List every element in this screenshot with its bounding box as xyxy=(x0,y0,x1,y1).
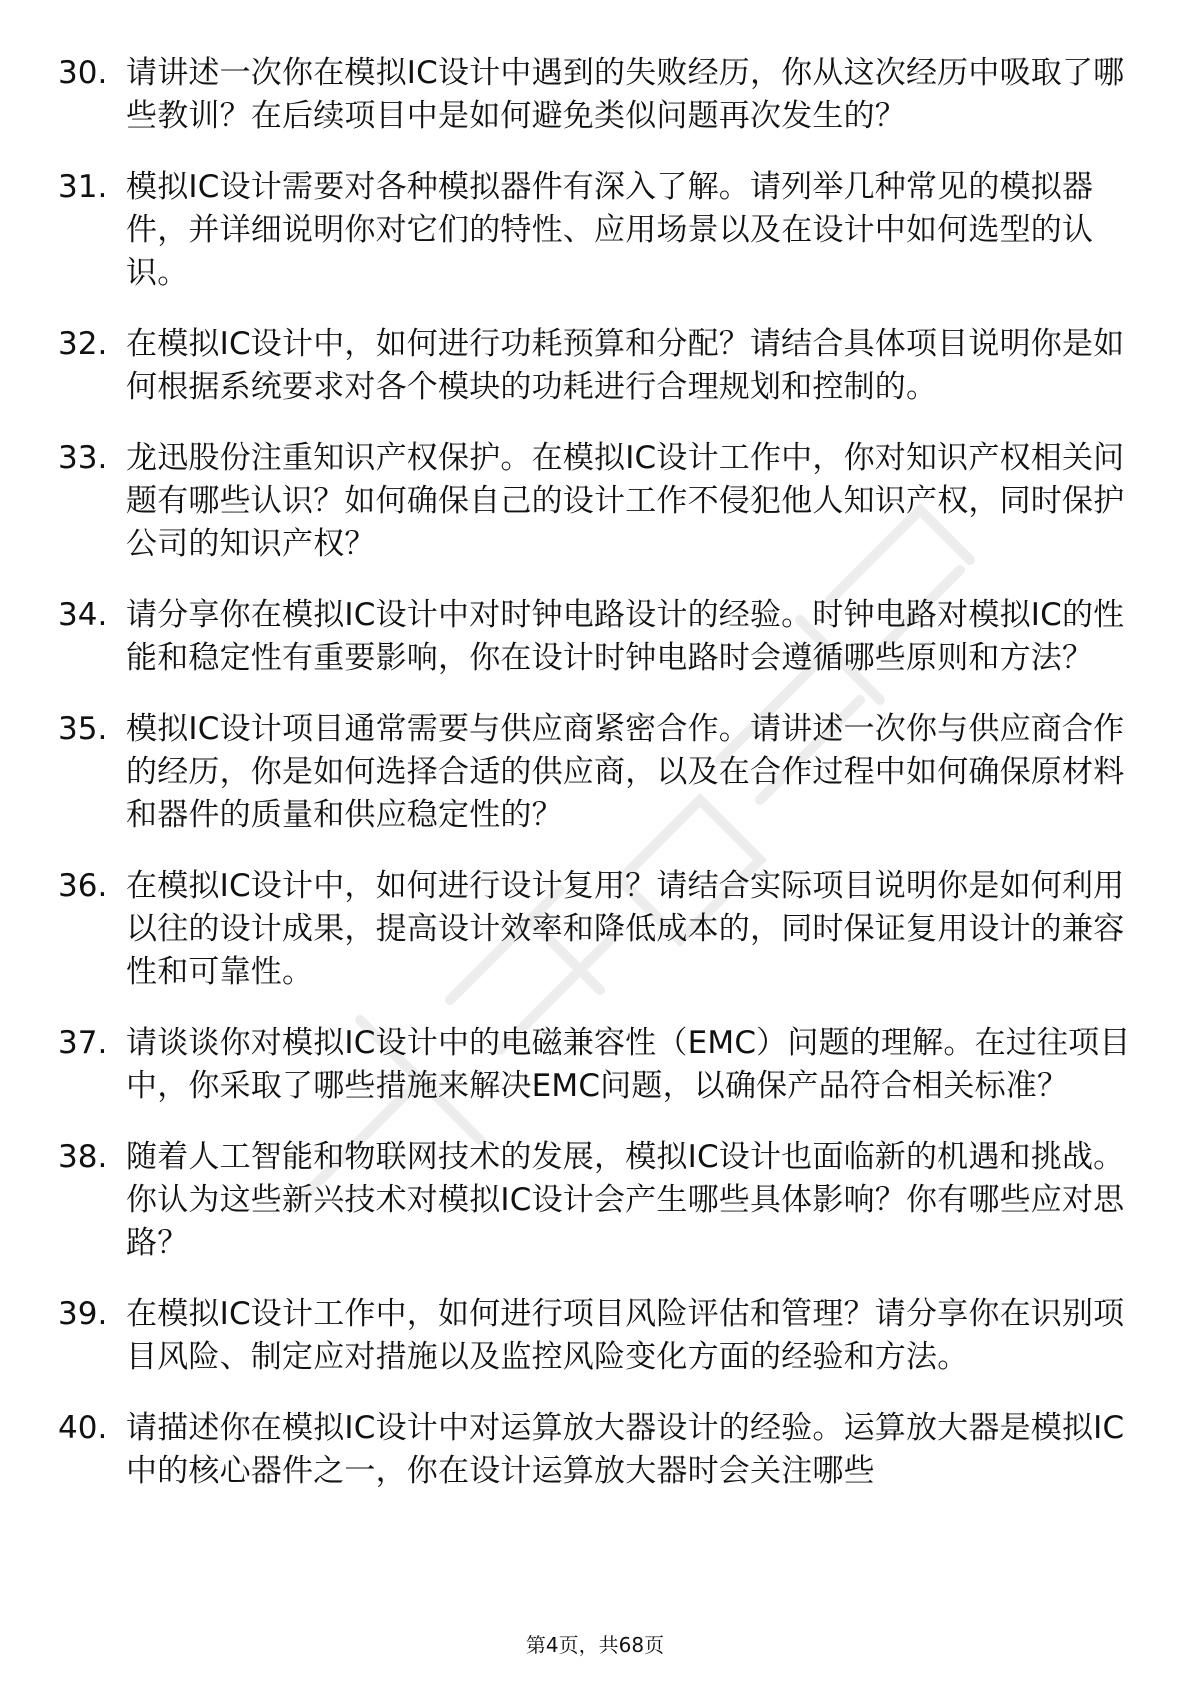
question-item xyxy=(58,52,1133,138)
question-text: 请分享你在模拟IC设计中对时钟电路设计的经验。时钟电路对模拟IC的性能和稳定性有重要影响，你在设计时钟电路时会遵循哪些原则和方法？ xyxy=(126,597,1125,676)
question-number: 32. xyxy=(58,326,108,362)
question-number: 35. xyxy=(58,711,108,747)
question-number: 31. xyxy=(58,169,108,205)
question-item xyxy=(58,708,1133,837)
question-number: 37. xyxy=(58,1025,108,1061)
question-number: 40. xyxy=(58,1410,108,1446)
question-item xyxy=(58,437,1133,566)
question-item xyxy=(58,594,1133,680)
question-item xyxy=(58,865,1133,994)
question-item xyxy=(58,1136,1133,1265)
question-number: 30. xyxy=(58,55,108,91)
question-text: 请谈谈你对模拟IC设计中的电磁兼容性（EMC）问题的理解。在过往项目中，你采取了哪些措施来解决EMC问题，以确保产品符合相关标准？ xyxy=(126,1025,1131,1104)
question-item xyxy=(58,323,1133,409)
question-number: 39. xyxy=(58,1296,108,1332)
question-text: 随着人工智能和物联网技术的发展，模拟IC设计也面临新的机遇和挑战。你认为这些新兴技术对模拟IC设计会产生哪些具体影响？你有哪些应对思路？ xyxy=(126,1139,1125,1261)
question-item xyxy=(58,1022,1133,1108)
question-number: 38. xyxy=(58,1139,108,1175)
question-number: 36. xyxy=(58,868,108,904)
question-text: 在模拟IC设计工作中，如何进行项目风险评估和管理？请分享你在识别项目风险、制定应对措施以及监控风险变化方面的经验和方法。 xyxy=(126,1296,1125,1375)
question-item xyxy=(58,1293,1133,1379)
question-text: 在模拟IC设计中，如何进行设计复用？请结合实际项目说明你是如何利用以往的设计成果，提高设计效率和降低成本的，同时保证复用设计的兼容性和可靠性。 xyxy=(126,868,1125,990)
page-number-label: 第4页，共68页 xyxy=(525,1633,665,1657)
question-text: 请描述你在模拟IC设计中对运算放大器设计的经验。运算放大器是模拟IC中的核心器件之一，你在设计运算放大器时会关注哪些 xyxy=(126,1410,1125,1489)
question-item xyxy=(58,166,1133,295)
question-text: 龙迅股份注重知识产权保护。在模拟IC设计工作中，你对知识产权相关问题有哪些认识？如何确保自己的设计工作不侵犯他人知识产权，同时保护公司的知识产权？ xyxy=(126,440,1125,562)
question-text: 请讲述一次你在模拟IC设计中遇到的失败经历，你从这次经历中吸取了哪些教训？在后续项目中是如何避免类似问题再次发生的？ xyxy=(126,55,1125,134)
question-list xyxy=(58,52,1133,1521)
question-item xyxy=(58,1407,1133,1493)
question-number: 33. xyxy=(58,440,108,476)
page-footer xyxy=(0,1632,1190,1658)
question-text: 模拟IC设计项目通常需要与供应商紧密合作。请讲述一次你与供应商合作的经历，你是如何选择合适的供应商，以及在合作过程中如何确保原材料和器件的质量和供应稳定性的？ xyxy=(126,711,1125,833)
question-text: 模拟IC设计需要对各种模拟器件有深入了解。请列举几种常见的模拟器件，并详细说明你对它们的特性、应用场景以及在设计中如何选型的认识。 xyxy=(126,169,1094,291)
question-number: 34. xyxy=(58,597,108,633)
question-text: 在模拟IC设计中，如何进行功耗预算和分配？请结合具体项目说明你是如何根据系统要求对各个模块的功耗进行合理规划和控制的。 xyxy=(126,326,1125,405)
